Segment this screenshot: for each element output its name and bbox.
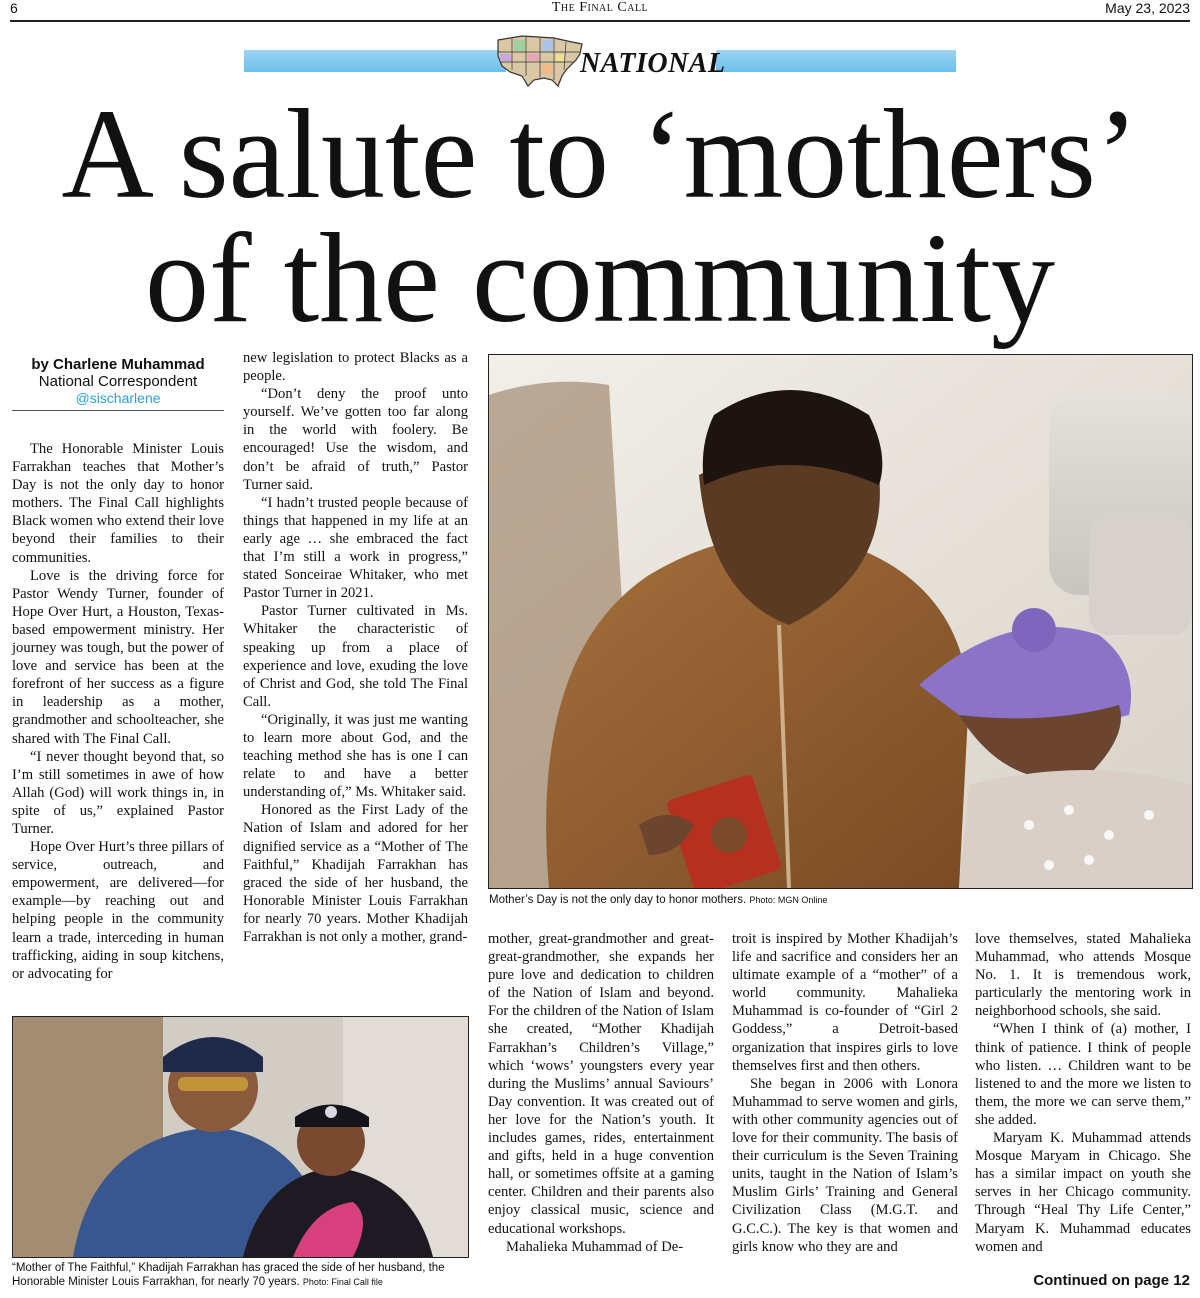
byline-social-handle[interactable]: @sischarlene [75,390,161,406]
paragraph: She began in 2006 with Lonora Muhammad to serve women and girls, with other community agencies out of love for their community. The basis of their curriculum is the Seven Training units, taught in the Nation of Islam’s Muslim Girls’ Training and General Civilization Class (M.G.T. and G.C.C.). The key is that women and girls know who they are and [732,1075,958,1255]
paragraph: new legislation to protect Blacks as a people. [243,350,468,385]
paragraph: “Don’t deny the proof unto yourself. We’ve gotten too far along in the world with foolery. Be encouraged! Use the wisdom, and don’t be afraid of truth,” Pastor Turner said. [243,386,468,493]
article-column-5 [975,930,1191,1256]
continued-on-link[interactable]: Continued on page 12 [1033,1272,1190,1289]
page-number: 6 [10,0,18,16]
photo-credit: Photo: Final Call file [302,1277,383,1287]
section-label: NATIONAL [580,48,726,79]
byline-title: National Correspondent [38,373,198,390]
article-column-1 [12,440,224,983]
mother-and-child-photo-icon [489,355,1192,888]
paragraph: The Honorable Minister Louis Farrakhan teaches that Mother’s Day is not the only day to honor mothers. The Final Call highlights Black women who extend their love beyond their families to their communities. [12,441,224,566]
paragraph: troit is inspired by Mother Khadijah’s life and sacrifice and considers her an ultimate example of a “mother” of a world community. Mahalieka Muhammad is co-founder of “Girl 2 Goddess,” a Detroit-based organization that inspires girls to love themselves first and then others. [732,931,958,1074]
byline [12,356,224,411]
publication-name: The Final Call [551,0,649,15]
couple-photo-icon [13,1017,468,1257]
paragraph: Maryam K. Muhammad attends Mosque Maryam in Chicago. She has a similar impact on youth she serves in her Chicago community. Through “Heal Thy Life Center,” Maryam K. Muhammad educates women and [975,1130,1191,1255]
paragraph: Love is the driving force for Pastor Wendy Turner, founder of Hope Over Hurt, a Houston, Texas-based empowerment ministry. Her journey was tough, but the power of love and service has been at the forefront of her success as a figure in leadership as a mother, grandmother and schoolteacher, she shared with The Final Call. [12,567,224,747]
article-column-3 [488,930,714,1256]
page-header-bar [10,0,1190,22]
main-photo-caption [489,893,1189,907]
section-bar-right [716,50,956,72]
headline-line-2: of the community [144,207,1056,349]
paragraph: love themselves, stated Mahalieka Muhammad, who attends Mosque No. 1. It is tremendous work, particularly the mentoring work in neighborhood schools, she said. [975,931,1191,1020]
photo-credit: Photo: MGN Online [749,895,828,905]
section-bar-left [244,50,506,72]
paragraph: “I never thought beyond that, so I’m still sometimes in awe of how Allah (God) will work things in, in spite of us,” explained Pastor Turner. [12,748,224,837]
byline-author: by Charlene Muhammad [31,356,205,373]
paragraph: Hope Over Hurt’s three pillars of service, outreach, and empowerment, are delivered—for example—by reaching out and helping people in the community learn a trade, interceding in human trafficking, aiding in soup kitchens, or advocating for [12,839,224,982]
main-photo [488,354,1193,889]
paragraph: mother, great-grandmother and great-great-grandmother, she expands her pure love and dedication to children of the Nation of Islam and beyond. For the children of the Nation of Islam she created, “Mother Khadijah Farrakhan’s Children’s Village,” which ‘wows’ youngsters every year during the Muslims’ annual Saviours’ Day convention. It was created out of her love for the Nation’s youth. It includes games, rides, entertainment and gifts, held in a huge convention hall, or sometimes offsite at a gaming center. Children and their parents also enjoy classical music, science and educational workshops. [488,931,714,1237]
publication-date: May 23, 2023 [1105,0,1190,16]
caption-text: Mother’s Day is not the only day to honor mothers. [489,894,747,906]
paragraph: “When I think of (a) mother, I think of patience. I think of people who listen. … Children want to be listened to and the more we listen to them, the more we can serve them,” she added. [975,1021,1191,1128]
article-column-2 [243,349,468,946]
caption-text: “Mother of The Faithful,” Khadijah Farrakhan has graced the side of her husband, the Honorable Minister Louis Farrakhan, for nearly 70 years. [12,1262,445,1288]
paragraph: Mahalieka Muhammad of De- [506,1238,684,1255]
secondary-photo [12,1016,469,1258]
paragraph: “Originally, it was just me wanting to learn more about God, and the teaching method she has is one I can relate to and have a better understanding of,” Ms. Whitaker said. [243,711,468,801]
article-column-4 [732,930,958,1256]
headline-line-1: A salute to ‘mothers’ [61,83,1139,225]
paragraph: Honored as the First Lady of the Nation of Islam and adored for her dignified service as a “Mother of The Faithful,” Khadijah Farrakhan has graced the side of her husband, the Honorable Minister Louis Farrakhan for nearly 70 years. Mother Khadijah Farrakhan is not only a mother, grand- [243,802,468,945]
paragraph: Pastor Turner cultivated in Ms. Whitaker the characteristic of speaking up from a place of experience and love, exuding the love of Christ and God, she told The Final Call. [243,603,468,710]
paragraph: “I hadn’t trusted people because of things that happened in my life at an early age … she embraced the fact that I’m still a work in progress,” stated Sonceirae Whitaker, who met Pastor Turner in 2021. [243,494,468,602]
secondary-photo-caption [12,1261,468,1289]
